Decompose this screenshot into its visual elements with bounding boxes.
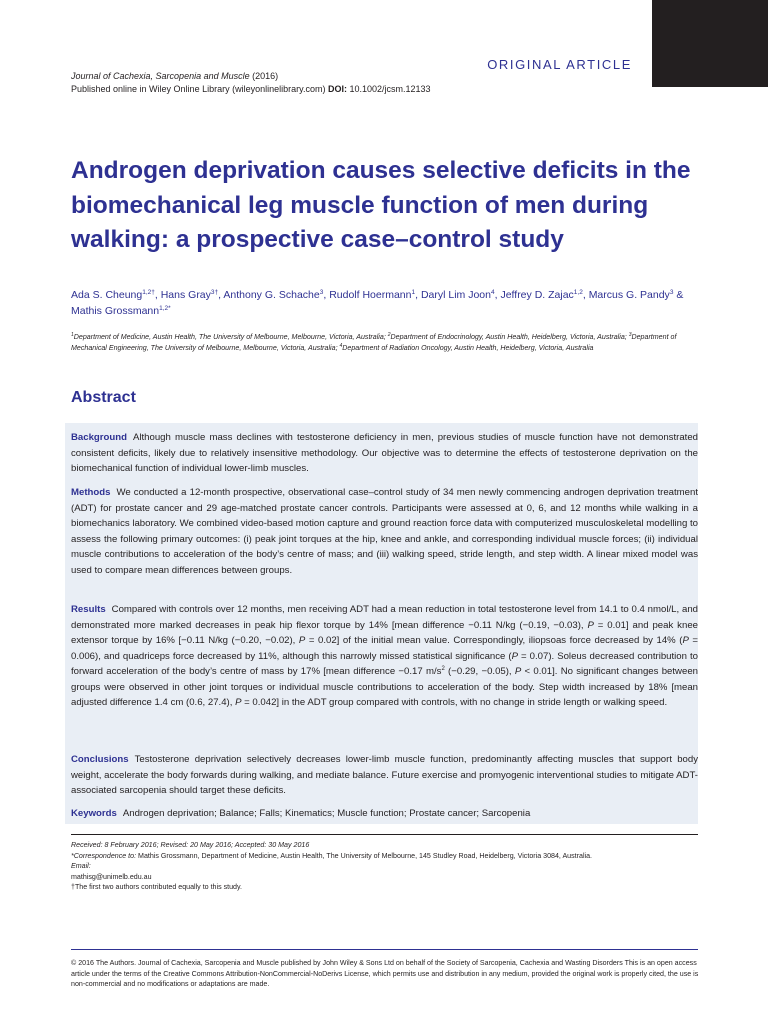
p-symbol: P <box>514 666 522 677</box>
author-name[interactable]: Jeffrey D. Zajac <box>500 289 574 301</box>
affil-text: Department of Mechanical Engineering, The University of Melbourne, Melbourne, Victoria, Australia; <box>71 333 677 352</box>
author-affil: 3† <box>210 289 219 296</box>
results-text: = 0.02] of the initial mean value. Correspondingly, iliopsoas force decreased by 14% ( <box>305 635 683 646</box>
author-affil: 1 <box>411 289 416 296</box>
section-label: Keywords <box>71 808 117 819</box>
p-symbol: P <box>235 697 242 708</box>
results-text: = 0.01] and peak knee extensor torque by 16% [−0.11 N/kg (−0.20, −0.02), <box>71 619 698 646</box>
divider <box>71 834 698 835</box>
correspondence-text: Mathis Grossmann, Department of Medicine, Austin Health, The University of Melbourne, 145 Studley Road, Heidelberg, Victoria 3084, Australia. <box>136 851 593 860</box>
author-affil: 1,2 <box>573 289 583 296</box>
p-symbol: P <box>682 635 689 646</box>
divider <box>71 949 698 950</box>
section-text: Although muscle mass declines with testosterone deficiency in men, previous studies of muscle function have not demonstrated consistent deficits, likely due to relatively insensitive methodology. Our objective was to determine the effects of testosterone deprivation on the biomechanical function of individual lower-limb muscles. <box>71 432 698 474</box>
email-label: Email: <box>71 862 91 870</box>
section-label: Background <box>71 432 127 443</box>
journal-line <box>71 70 431 83</box>
author-affil: 1,2* <box>159 305 171 312</box>
publication-line <box>71 83 431 96</box>
copyright-notice: © 2016 The Authors. Journal of Cachexia, Sarcopenia and Muscle published by John Wiley & Sons Ltd on behalf of the Society of Sarcopenia, Cachexia and Wasting Disorders This is an open access article under the terms of the Creative Commons Attribution-NonCommercial-NoDerivs License, which permits use and distribution in any medium, provided the original work is properly cited, the use is non-commercial and no modifications or adaptations are made. <box>71 959 699 989</box>
equal-contribution-note: †The first two authors contributed equally to this study. <box>71 883 242 891</box>
doi-label: DOI: <box>327 84 347 94</box>
abstract-background <box>71 430 698 477</box>
doi-link[interactable]: 10.1002/jcsm.12133 <box>349 84 431 94</box>
corner-tab-block <box>652 0 768 87</box>
email-line <box>71 861 701 872</box>
journal-info <box>71 70 431 96</box>
correspondence <box>71 851 701 862</box>
results-text: = 0.07). Soleus decreased contribution to forward acceleration of the body’s centre of mass by 17% [mean difference −0.17 m/s <box>71 650 698 677</box>
p-symbol: P <box>298 635 306 646</box>
author-name[interactable]: Daryl Lim Joon <box>420 289 491 301</box>
article-type-label: ORIGINAL ARTICLE <box>487 57 632 72</box>
section-text: We conducted a 12-month prospective, observational case–control study of 34 men newly commencing androgen deprivation treatment (ADT) for prostate cancer and 29 age-matched prostate cancer controls. Participants were assessed at 0, 6, and 12 months while walking in a biomechanics laboratory. We combined video-based motion capture and ground reaction force data with computerized musculoskeletal modelling to assess the following primary outcomes: (i) peak joint torques at the hip, knee and ankle, and corresponding individual muscle forces; (ii) individual muscle contributions to acceleration of the body’s centre of mass; and (iii) walking speed, stride length, and step width. A linear mixed model was used to compare mean differences between groups. <box>71 487 698 576</box>
results-text: (−0.29, −0.05), <box>444 666 515 677</box>
footnotes <box>71 840 701 893</box>
abstract-results <box>71 602 698 711</box>
affil-num: 1 <box>71 332 74 338</box>
abstract-heading: Abstract <box>71 389 136 406</box>
section-label: Conclusions <box>71 754 129 765</box>
keywords-text: Androgen deprivation; Balance; Falls; Kinematics; Muscle function; Prostate cancer; Sarcopenia <box>122 808 531 819</box>
received-dates: Received: 8 February 2016; Revised: 20 May 2016; Accepted: 30 May 2016 <box>71 841 310 849</box>
email-address[interactable]: mathisg@unimelb.edu.au <box>71 872 152 881</box>
author-name[interactable]: Anthony G. Schache <box>223 289 320 301</box>
affiliations <box>71 332 701 353</box>
affil-num: 3 <box>628 332 632 338</box>
author-affil: 3 <box>319 289 324 296</box>
author-name[interactable]: Rudolf Hoermann <box>329 289 412 301</box>
squared: 2 <box>441 666 445 672</box>
author-affil: 3 <box>669 289 674 296</box>
affil-text: Department of Radiation Oncology, Austin Health, Heidelberg, Victoria, Australia <box>342 343 594 352</box>
affil-num: 4 <box>339 342 343 349</box>
author-name[interactable]: Ada S. Cheung <box>71 289 143 301</box>
journal-year: (2016) <box>252 71 279 81</box>
author-affil: 4 <box>490 289 495 296</box>
results-text: < 0.01]. No significant changes between groups were observed in other joint torques or individual muscle contributions to acceleration of the body. Step width increased by 18% [mean adjusted difference 1.4 cm (0.6, 27.4), <box>71 666 698 708</box>
published-online: Published online in Wiley Online Library (wileyonlinelibrary.com) <box>71 84 326 94</box>
abstract-methods <box>71 485 698 578</box>
results-text: Compared with controls over 12 months, men receiving ADT had a mean reduction in total testosterone level from 14.1 to 0.4 nmol/L, and demonstrated more marked decreases in peak hip flexor torque by 14% [mean difference −0.11 N/kg (−0.19, −0.03), <box>71 604 698 631</box>
results-text: = 0.006), and quadriceps force decreased by 11%, although this narrowly missed statistical significance ( <box>71 635 699 662</box>
journal-name: Journal of Cachexia, Sarcopenia and Muscle <box>71 71 250 81</box>
affil-num: 2 <box>387 332 391 338</box>
affil-text: Department of Medicine, Austin Health, The University of Melbourne, Melbourne, Victoria, Australia; <box>73 333 388 341</box>
section-text: Testosterone deprivation selectively decreases lower-limb muscle function, predominantly affecting muscles that support body weight, accelerate the body forwards during walking, and mediate balance. Future exercise and promyogenic interventional studies to mitigate ADT-associated sarcopenia should target these deficits. <box>71 754 698 796</box>
p-symbol: P <box>587 619 594 631</box>
results-text: = 0.042] in the ADT group compared with controls, with no change in stride length or walking speed. <box>241 697 668 708</box>
p-symbol: P <box>511 650 519 662</box>
section-label: Results <box>71 604 106 615</box>
author-name[interactable]: Mathis Grossmann <box>71 305 160 317</box>
author-name[interactable]: Marcus G. Pandy <box>588 289 670 301</box>
correspondence-label: *Correspondence to: <box>71 851 137 860</box>
author-name[interactable]: Hans Gray <box>160 289 211 301</box>
affil-text: Department of Endocrinology, Austin Health, Heidelberg, Victoria, Australia; <box>390 333 629 341</box>
abstract-keywords <box>71 806 698 822</box>
article-title: Androgen deprivation causes selective deficits in the biomechanical leg muscle function of men during walking: a prospective case–control study <box>71 157 691 253</box>
section-label: Methods <box>71 487 111 498</box>
abstract-conclusions <box>71 752 698 799</box>
author-affil: 1,2† <box>142 289 155 296</box>
author-list: Ada S. Cheung$^{1,2\dagger}$, Hans Gray$^{3\dagger}$, Anthony G. Schache$^3$, Rudolf Hoermann$^1$, Daryl Lim Joon$^4$, Jeffrey D. Zajac$^{1,2}$, Marcus G. Pandy$^3$ & Mathis Grossmann$^{1,2*}$ <box>71 289 684 317</box>
